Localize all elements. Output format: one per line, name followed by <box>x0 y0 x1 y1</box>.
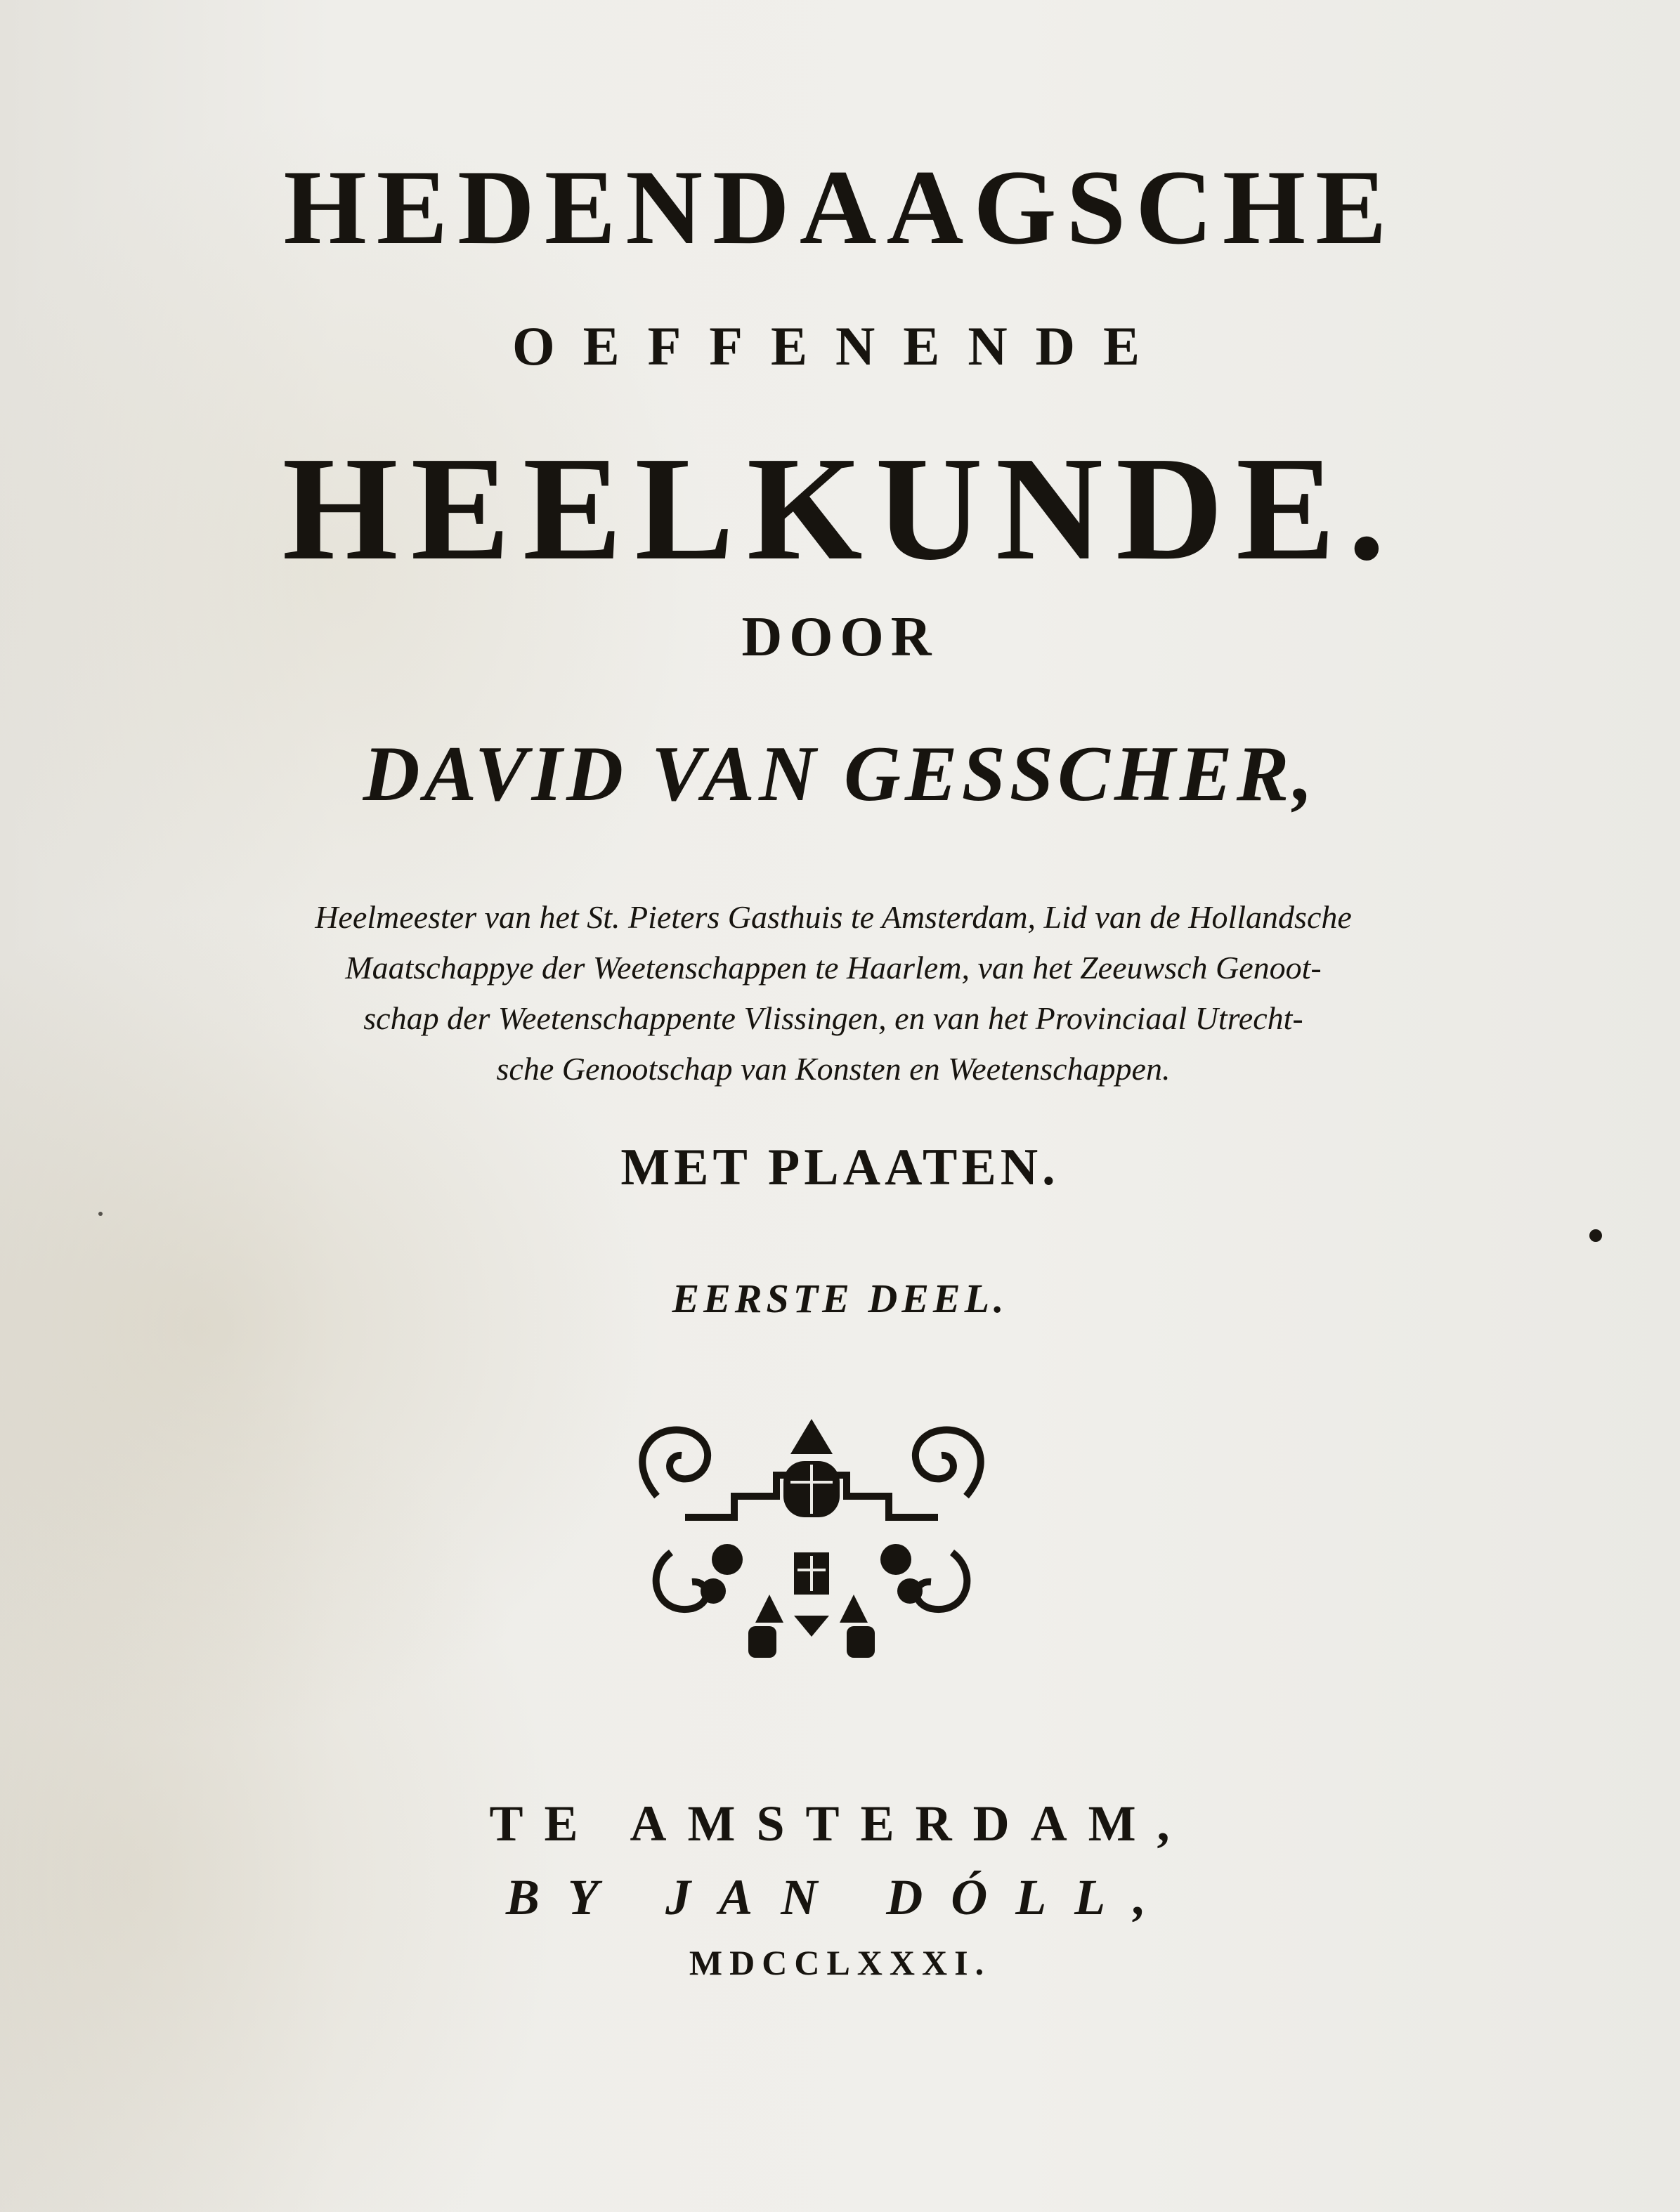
imprint-year: MDCCLXXXI. <box>689 1943 991 1982</box>
affiliation-line: sche Genootschap van Konsten en Weetenschappen. <box>496 1051 1171 1087</box>
plates-note: MET PLAATEN. <box>620 1139 1060 1196</box>
author-affiliation <box>236 892 1431 1094</box>
by-label: DOOR <box>741 606 939 668</box>
imprint-place: TE AMSTERDAM, <box>489 1795 1191 1852</box>
affiliation-line: Maatschappye der Weetenschappen te Haarlem, van het Zeeuwsch Genoot- <box>345 950 1322 986</box>
imprint-publisher: BY JAN DÓLL, <box>505 1869 1175 1925</box>
book-title: HEDENDAAGSCHE <box>283 148 1397 266</box>
printers-ornament <box>615 1412 1008 1665</box>
affiliation-line: schap der Weetenschappente Vlissingen, en van het Provinciaal Utrecht- <box>363 1000 1303 1036</box>
subtitle-oeffenende: OEFFENENDE <box>512 315 1168 377</box>
volume-label: EERSTE DEEL. <box>672 1276 1008 1321</box>
subtitle-heelkunde: HEELKUNDE. <box>282 426 1398 591</box>
ink-speck <box>98 1212 103 1216</box>
author-name: DAVID VAN GESSCHER, <box>363 731 1317 818</box>
affiliation-line: Heelmeester van het St. Pieters Gasthuis te Amsterdam, Lid van de Hollandsche <box>315 899 1352 935</box>
ink-speck <box>1589 1229 1602 1242</box>
